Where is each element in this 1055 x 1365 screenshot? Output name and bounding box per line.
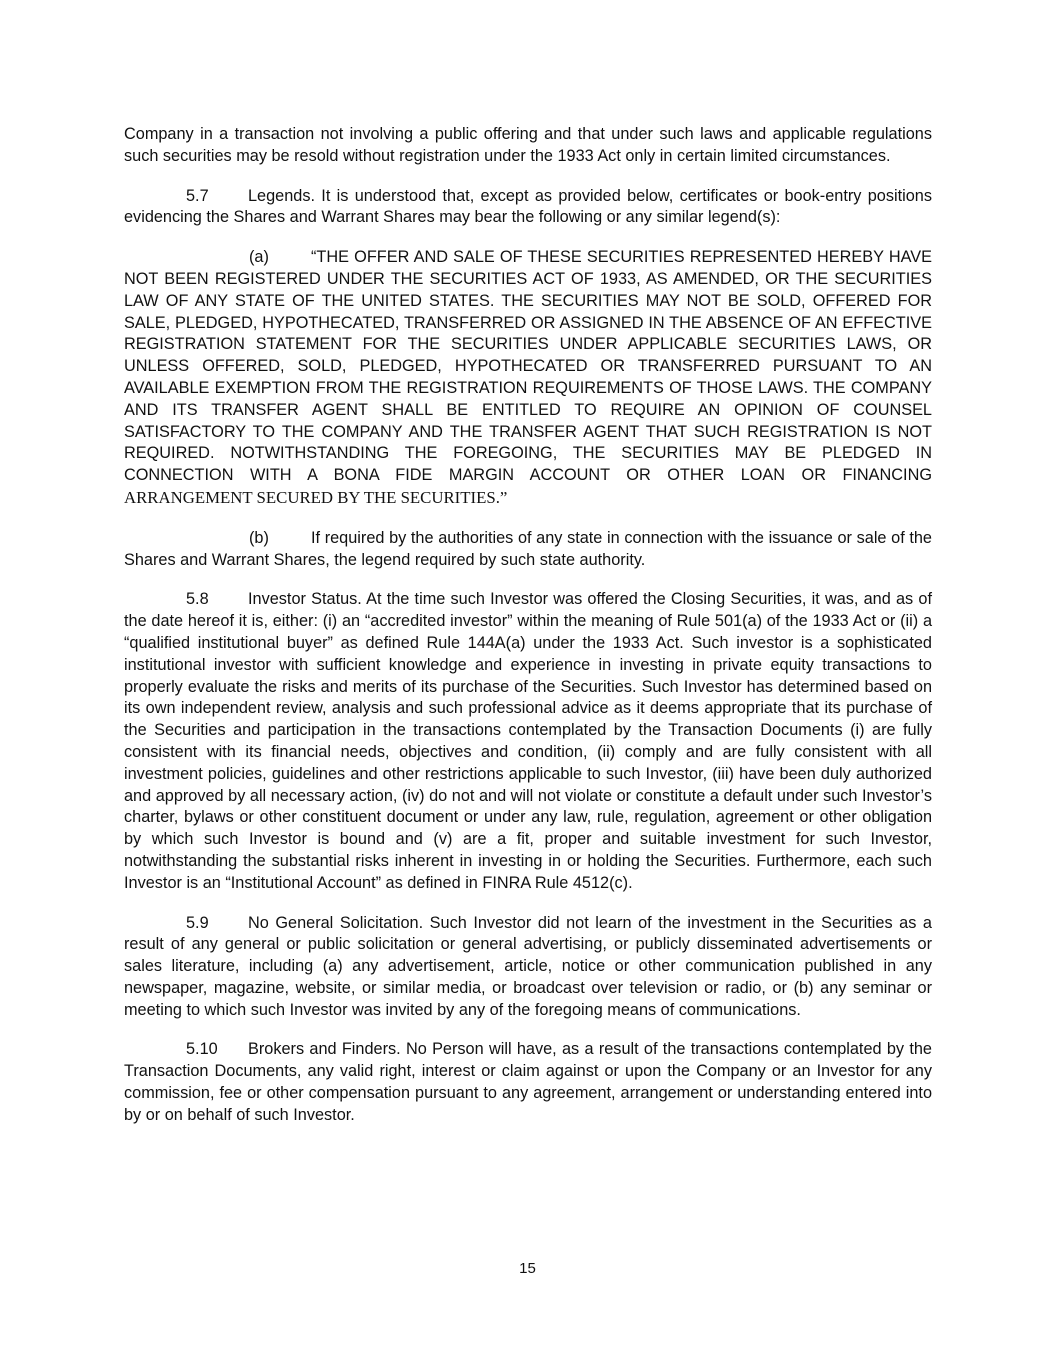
- section-number: 5.7: [186, 186, 209, 205]
- section-number: 5.8: [186, 590, 209, 609]
- section-5-7: [124, 186, 932, 230]
- section-number: 5.10: [186, 1040, 218, 1059]
- section-number: 5.9: [186, 913, 209, 932]
- section-5-9: [124, 913, 932, 1022]
- legend-b: [124, 528, 932, 572]
- legend-text-tail: ARRANGEMENT SECURED BY THE SECURITIES.”: [124, 487, 508, 507]
- section-text: Investor Status. At the time such Investor was offered the Closing Securities, it was, and as of the date hereof it is, either: (i) an “accredited investor” within the meaning of Rule 501(a) of the 1933 Act or (ii) a “qualified institutional buyer” as defined Rule 144A(a) under the 1933 Act. Such investor is a sophisticated institutional investor with sufficient knowledge and experience in investing in private equity transactions to properly evaluate the risks and merits of its purchase of the Securities. Such Investor has determined based on its own independent review, analysis and such professional advice as it deems appropriate that its purchase of the Securities and participation in the transactions contemplated by the Transaction Documents (i) are fully consistent with its financial needs, objectives and condition, (ii) comply and are fully consistent with all investment policies, guidelines and other restrictions applicable to such Investor, (iii) have been duly authorized and approved by all necessary action, (iv) do not and will not violate or constitute a default under such Investor’s charter, bylaws or other constituent document or under any law, rule, regulation, agreement or other obligation by which such Investor is bound and (v) are a fit, proper and suitable investment for such Investor, notwithstanding the substantial risks inherent in investing in or holding the Securities. Furthermore, each such Investor is an “Institutional Account” as defined in FINRA Rule 4512(c).: [124, 590, 932, 892]
- section-5-10: [124, 1039, 932, 1126]
- legend-a: [124, 247, 932, 510]
- page-number: 15: [519, 1260, 536, 1277]
- document-page: [124, 124, 932, 1127]
- section-text: Legends. It is understood that, except as provided below, certificates or book-entry positions evidencing the Shares and Warrant Shares may bear the following or any similar legend(s):: [124, 186, 932, 227]
- legend-text: If required by the authorities of any state in connection with the issuance or sale of the Shares and Warrant Shares, the legend required by such state authority.: [124, 528, 932, 569]
- legend-label: (b): [249, 528, 269, 547]
- section-text: No General Solicitation. Such Investor did not learn of the investment in the Securities as a result of any general or public solicitation or general advertising, or publicly disseminated advertisements or sales literature, including (a) any advertisement, article, notice or other communication published in any newspaper, magazine, website, or similar media, or broadcast over television or radio, or (b) any seminar or meeting to which such Investor was invited by any of the foregoing means of communications.: [124, 913, 932, 1019]
- paragraph-continuation: Company in a transaction not involving a public offering and that under such laws and applicable regulations such securities may be resold without registration under the 1933 Act only in certain limited circumstances.: [124, 125, 932, 165]
- section-text: Brokers and Finders. No Person will have, as a result of the transactions contemplated by the Transaction Documents, any valid right, interest or claim against or upon the Company or an Investor for any commission, fee or other compensation pursuant to any agreement, arrangement or understanding entered into by or on behalf of such Investor.: [124, 1040, 932, 1124]
- section-5-8: [124, 589, 932, 894]
- legend-text: “THE OFFER AND SALE OF THESE SECURITIES REPRESENTED HEREBY HAVE NOT BEEN REGISTERED UNDER THE SECURITIES ACT OF 1933, AS AMENDED, OR THE SECURITIES LAW OF ANY STATE OF THE UNITED STATES. THE SECURITIES MAY NOT BE SOLD, OFFERED FOR SALE, PLEDGED, HYPOTHECATED, TRANSFERRED OR ASSIGNED IN THE ABSENCE OF AN EFFECTIVE REGISTRATION STATEMENT FOR THE SECURITIES UNDER APPLICABLE SECURITIES LAWS, OR UNLESS OFFERED, SOLD, PLEDGED, HYPOTHECATED OR TRANSFERRED PURSUANT TO AN AVAILABLE EXEMPTION FROM THE REGISTRATION REQUIREMENTS OF THOSE LAWS. THE COMPANY AND ITS TRANSFER AGENT SHALL BE ENTITLED TO REQUIRE AN OPINION OF COUNSEL SATISFACTORY TO THE COMPANY AND THE TRANSFER AGENT THAT SUCH REGISTRATION IS NOT REQUIRED. NOTWITHSTANDING THE FOREGOING, THE SECURITIES MAY BE PLEDGED IN CONNECTION WITH A BONA FIDE MARGIN ACCOUNT OR OTHER LOAN OR FINANCING: [124, 248, 932, 485]
- legend-label: (a): [249, 248, 269, 267]
